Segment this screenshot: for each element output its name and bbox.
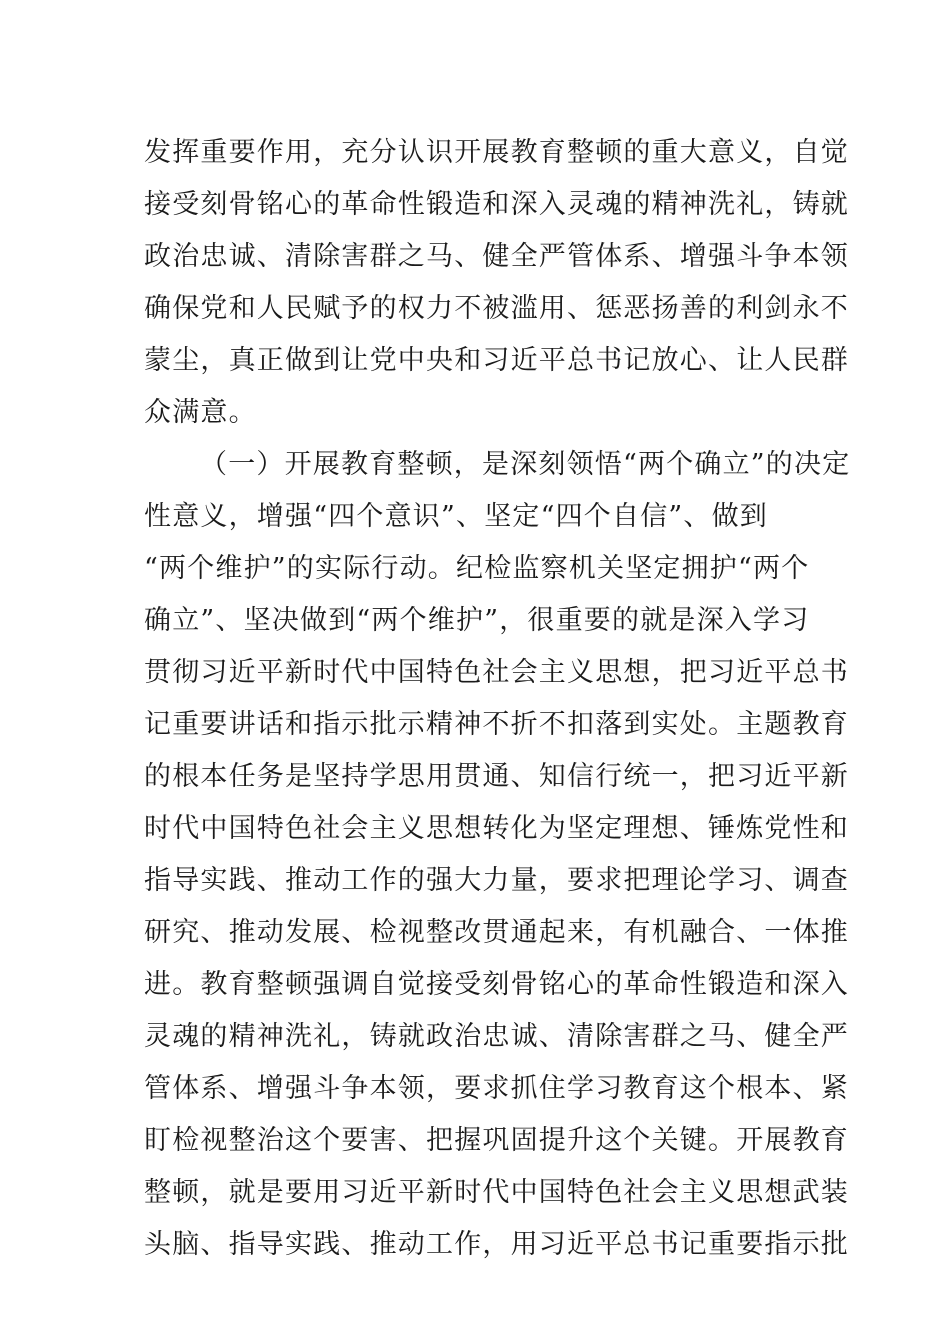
text-line: 整顿，就是要用习近平新时代中国特色社会主义思想武装: [144, 1177, 849, 1208]
text-line: 接受刻骨铭心的革命性锻造和深入灵魂的精神洗礼，铸就: [144, 189, 849, 220]
text-line: 管体系、增强斗争本领，要求抓住学习教育这个根本、紧: [144, 1073, 849, 1104]
text-line: 贯彻习近平新时代中国特色社会主义思想，把习近平总书: [144, 657, 849, 688]
text-line: 确保党和人民赋予的权力不被滥用、惩恶扬善的利剑永不: [144, 293, 849, 324]
text-line: 研究、推动发展、检视整改贯通起来，有机融合、一体推: [144, 917, 849, 948]
text-line: 蒙尘，真正做到让党中央和习近平总书记放心、让人民群: [144, 345, 849, 376]
text-line: 时代中国特色社会主义思想转化为坚定理想、锤炼党性和: [144, 813, 849, 844]
text-line: “两个维护”的实际行动。纪检监察机关坚定拥护“两个: [144, 553, 810, 584]
text-line: 政治忠诚、清除害群之马、健全严管体系、增强斗争本领: [144, 241, 849, 272]
text-line: 众满意。: [144, 397, 257, 428]
text-line: 确立”、坚决做到“两个维护”，很重要的就是深入学习: [144, 605, 810, 636]
text-line: 记重要讲话和指示批示精神不折不扣落到实处。主题教育: [144, 709, 849, 740]
text-line: 性意义，增强“四个意识”、坚定“四个自信”、做到: [144, 501, 769, 532]
text-line: 盯检视整治这个要害、把握巩固提升这个关键。开展教育: [144, 1125, 849, 1156]
text-line: 的根本任务是坚持学思用贯通、知信行统一，把习近平新: [144, 761, 849, 792]
text-line: 头脑、指导实践、推动工作，用习近平总书记重要指示批: [144, 1229, 849, 1260]
text-line: 指导实践、推动工作的强大力量，要求把理论学习、调查: [144, 865, 849, 896]
text-line: 进。教育整顿强调自觉接受刻骨铭心的革命性锻造和深入: [144, 969, 849, 1000]
text-line: 发挥重要作用，充分认识开展教育整顿的重大意义，自觉: [144, 137, 849, 168]
text-line: 灵魂的精神洗礼，铸就政治忠诚、清除害群之马、健全严: [144, 1021, 849, 1052]
section-heading-line: （一）开展教育整顿，是深刻领悟“两个确立”的决定: [200, 449, 851, 480]
